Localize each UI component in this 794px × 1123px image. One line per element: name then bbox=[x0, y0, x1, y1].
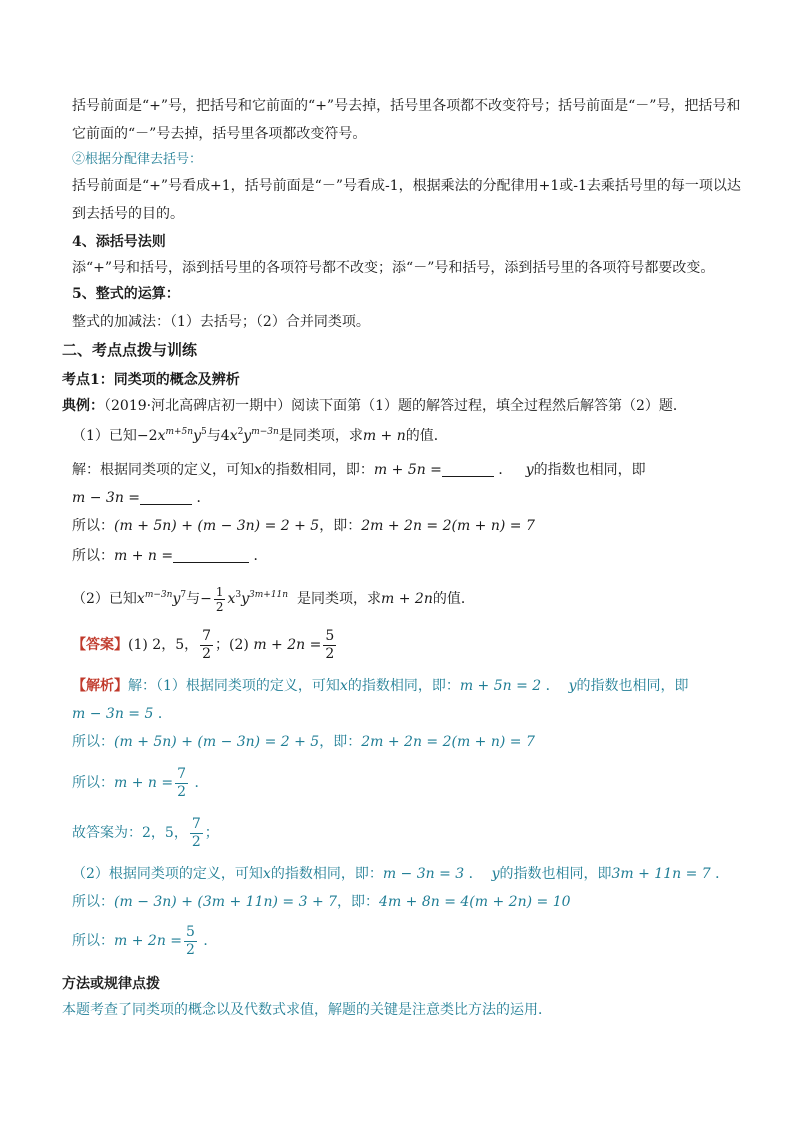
sol-eq: m − 3n = bbox=[72, 490, 141, 506]
var-y: y bbox=[568, 678, 577, 694]
fraction-7-2 bbox=[190, 816, 203, 851]
answer-text: ；(2) bbox=[215, 637, 249, 653]
fill-blank[interactable] bbox=[442, 462, 494, 477]
sol-eq: m + n = bbox=[114, 548, 174, 564]
paragraph-line: 添“+”号和括号，添到括号里的各项符号都不改变；添“－”号和括号，添到括号里的各项符号都要改变。 bbox=[72, 260, 715, 276]
analysis-text: 的指数相同，即： bbox=[347, 678, 460, 694]
sol-text: 所以： bbox=[72, 518, 114, 534]
analysis-text: ，即： bbox=[319, 734, 362, 750]
var-x: x bbox=[254, 462, 262, 478]
q2-term-b: − $\frac{1}{2}$ $x^3y^{3m+11n}$ bbox=[200, 584, 289, 614]
q2-prefix: （2）已知 bbox=[72, 591, 137, 607]
frac-den: 2 bbox=[186, 941, 195, 958]
sol-text: 的指数也相同，即 bbox=[533, 462, 646, 478]
var-x: x bbox=[339, 678, 348, 694]
solution-line-1: 解：根据同类项的定义，可知x的指数相同，即：m + 5n = ． y的指数也相同，即 bbox=[72, 462, 646, 478]
section-heading-5: 5、整式的运算： bbox=[72, 286, 180, 302]
fraction-5-2 bbox=[184, 924, 197, 959]
analysis-eq: m − 3n = 5 bbox=[72, 706, 154, 722]
paragraph-line: 它前面的“－”号去掉，括号里各项都改变符号。 bbox=[72, 126, 367, 142]
analysis-eq: m + n = bbox=[114, 775, 174, 791]
answer-text: (1) 2，5， bbox=[128, 637, 199, 653]
q1-end: 的值． bbox=[405, 428, 448, 444]
paragraph-line: 括号前面是“+”号，把括号和它前面的“+”号去掉，括号里各项都不改变符号；括号前面是“－”号，把括号和 bbox=[72, 98, 741, 114]
section-title: 二、考点点拨与训练 bbox=[62, 341, 198, 359]
analysis-line-1: 【解析】解：（1）根据同类项的定义，可知x的指数相同，即：m + 5n = 2 ． y的指数也相同，即 bbox=[72, 678, 689, 694]
analysis-line-3 bbox=[72, 732, 734, 752]
q2-target: m + 2n bbox=[381, 591, 433, 607]
var-y: y bbox=[491, 866, 500, 882]
fraction-5-2 bbox=[323, 628, 336, 663]
sol-eq: 2m + 2n = 2(m + n) = 7 bbox=[361, 518, 535, 534]
frac-den: 2 bbox=[215, 599, 224, 614]
answer-label: 【答案】 bbox=[72, 637, 128, 653]
analysis-eq: m + 2n = bbox=[114, 933, 183, 949]
method-title: 方法或规律点拨 bbox=[62, 976, 160, 992]
question-1 bbox=[72, 426, 734, 446]
q1-term-a: $-2x^{m+5n}y^5$ bbox=[136, 427, 207, 444]
answer-line bbox=[72, 626, 734, 664]
analysis-label: 【解析】 bbox=[72, 678, 128, 694]
solution-line-3 bbox=[72, 516, 734, 536]
subheading: ②根据分配律去括号： bbox=[72, 152, 203, 167]
analysis-text: 的指数相同，即： bbox=[270, 866, 383, 882]
sol-eq: m + 5n = bbox=[373, 462, 442, 478]
solution-line-2: m − 3n = ． bbox=[72, 490, 211, 506]
frac-den: 2 bbox=[177, 783, 187, 800]
solution-line-4: 所以：m + n = ． bbox=[72, 548, 268, 564]
analysis-eq: (m + 5n) + (m − 3n) = 2 + 5 bbox=[114, 734, 320, 750]
method-text: 本题考查了同类项的概念以及代数式求值，解题的关键是注意类比方法的运用． bbox=[62, 1002, 552, 1018]
example-intro bbox=[62, 396, 734, 416]
analysis-line-6: （2）根据同类项的定义，可知x的指数相同，即：m − 3n = 3 ． y的指数也相同，即3m + 11n = 7 ． bbox=[72, 866, 730, 882]
analysis-eq: m + 5n = 2 bbox=[459, 678, 542, 694]
frac-num: 5 bbox=[325, 627, 335, 644]
frac-num: 7 bbox=[191, 815, 201, 832]
frac-den: 2 bbox=[325, 645, 335, 662]
analysis-eq: m − 3n = 3 bbox=[382, 866, 465, 882]
analysis-text: 解：（1）根据同类项的定义，可知 bbox=[128, 678, 340, 694]
q1-suffix: 是同类项，求 bbox=[278, 428, 363, 444]
q2-mid: 与 bbox=[186, 591, 201, 607]
sol-text: ，即： bbox=[319, 518, 362, 534]
paragraph-line: 到去括号的目的。 bbox=[72, 206, 184, 222]
sol-text: 解：根据同类项的定义，可知 bbox=[72, 462, 254, 478]
frac-num: 7 bbox=[202, 627, 212, 644]
frac-num: 1 bbox=[215, 584, 224, 599]
analysis-text: 所以： bbox=[72, 933, 114, 949]
sol-eq: (m + 5n) + (m − 3n) = 2 + 5 bbox=[114, 518, 320, 534]
analysis-text: 故答案为：2，5， bbox=[72, 825, 188, 841]
analysis-text: 所以： bbox=[72, 775, 114, 791]
sol-text: 的指数相同，即： bbox=[261, 462, 374, 478]
paragraph-line: 括号前面是“+”号看成+1，括号前面是“－”号看成-1，根据乘法的分配律用+1或-1去乘括号里的每一项以达 bbox=[72, 178, 741, 194]
analysis-text: 所以： bbox=[72, 894, 114, 910]
topic-heading: 考点1：同类项的概念及辨析 bbox=[62, 372, 240, 388]
frac-den: 2 bbox=[202, 645, 212, 662]
var-x: x bbox=[262, 866, 271, 882]
analysis-eq: 2m + 2n = 2(m + n) = 7 bbox=[361, 734, 535, 750]
q2-term-a: $x^{m-3n}y^7$ bbox=[136, 590, 187, 607]
analysis-line-7 bbox=[72, 892, 734, 912]
analysis-text: （2）根据同类项的定义，可知 bbox=[72, 866, 263, 882]
fill-blank[interactable] bbox=[140, 490, 192, 505]
sol-text: 所以： bbox=[72, 548, 114, 564]
answer-eq: m + 2n = bbox=[253, 637, 322, 653]
analysis-eq: 3m + 11n = 7 bbox=[611, 866, 711, 882]
analysis-text: ，即： bbox=[337, 894, 380, 910]
q1-prefix: （1）已知 bbox=[72, 428, 137, 444]
q1-mid: 与 bbox=[206, 428, 221, 444]
paragraph-line: 整式的加减法：（1）去括号；（2）合并同类项。 bbox=[72, 314, 370, 330]
frac-num: 5 bbox=[186, 923, 195, 940]
fraction-7-2 bbox=[200, 628, 213, 663]
var-y: y bbox=[525, 462, 534, 478]
analysis-eq: 4m + 8n = 4(m + 2n) = 10 bbox=[379, 894, 571, 910]
fraction-7-2 bbox=[175, 766, 188, 801]
q2-end: 的值． bbox=[432, 591, 475, 607]
fill-blank[interactable] bbox=[173, 548, 249, 563]
analysis-line-8: 所以：m + 2n = $\frac{5}{2}$ ． bbox=[72, 923, 218, 958]
analysis-line-4: 所以：m + n = $\frac{7}{2}$ ． bbox=[72, 765, 209, 800]
q2-suffix: 是同类项，求 bbox=[297, 591, 381, 607]
analysis-eq: (m − 3n) + (3m + 11n) = 3 + 7 bbox=[114, 894, 338, 910]
analysis-text: 的指数也相同，即 bbox=[499, 866, 612, 882]
q1-term-b: $4x^2y^{m-3n}$ bbox=[220, 427, 279, 444]
analysis-text: 的指数也相同，即 bbox=[576, 678, 689, 694]
q1-target: m + n bbox=[362, 428, 406, 444]
question-2 bbox=[72, 582, 734, 616]
example-text: （2019·河北高碑店初一期中）阅读下面第（1）题的解答过程，填全过程然后解答第（2）题． bbox=[104, 398, 687, 414]
analysis-line-5: 故答案为：2，5， $\frac{7}{2}$ ； bbox=[72, 815, 219, 850]
analysis-text: 所以： bbox=[72, 734, 114, 750]
example-label: 典例： bbox=[62, 398, 104, 414]
section-heading-4: 4、添括号法则 bbox=[72, 234, 166, 250]
frac-den: 2 bbox=[191, 833, 201, 850]
analysis-line-2: m − 3n = 5 ． bbox=[72, 706, 172, 722]
frac-num: 7 bbox=[177, 765, 187, 782]
